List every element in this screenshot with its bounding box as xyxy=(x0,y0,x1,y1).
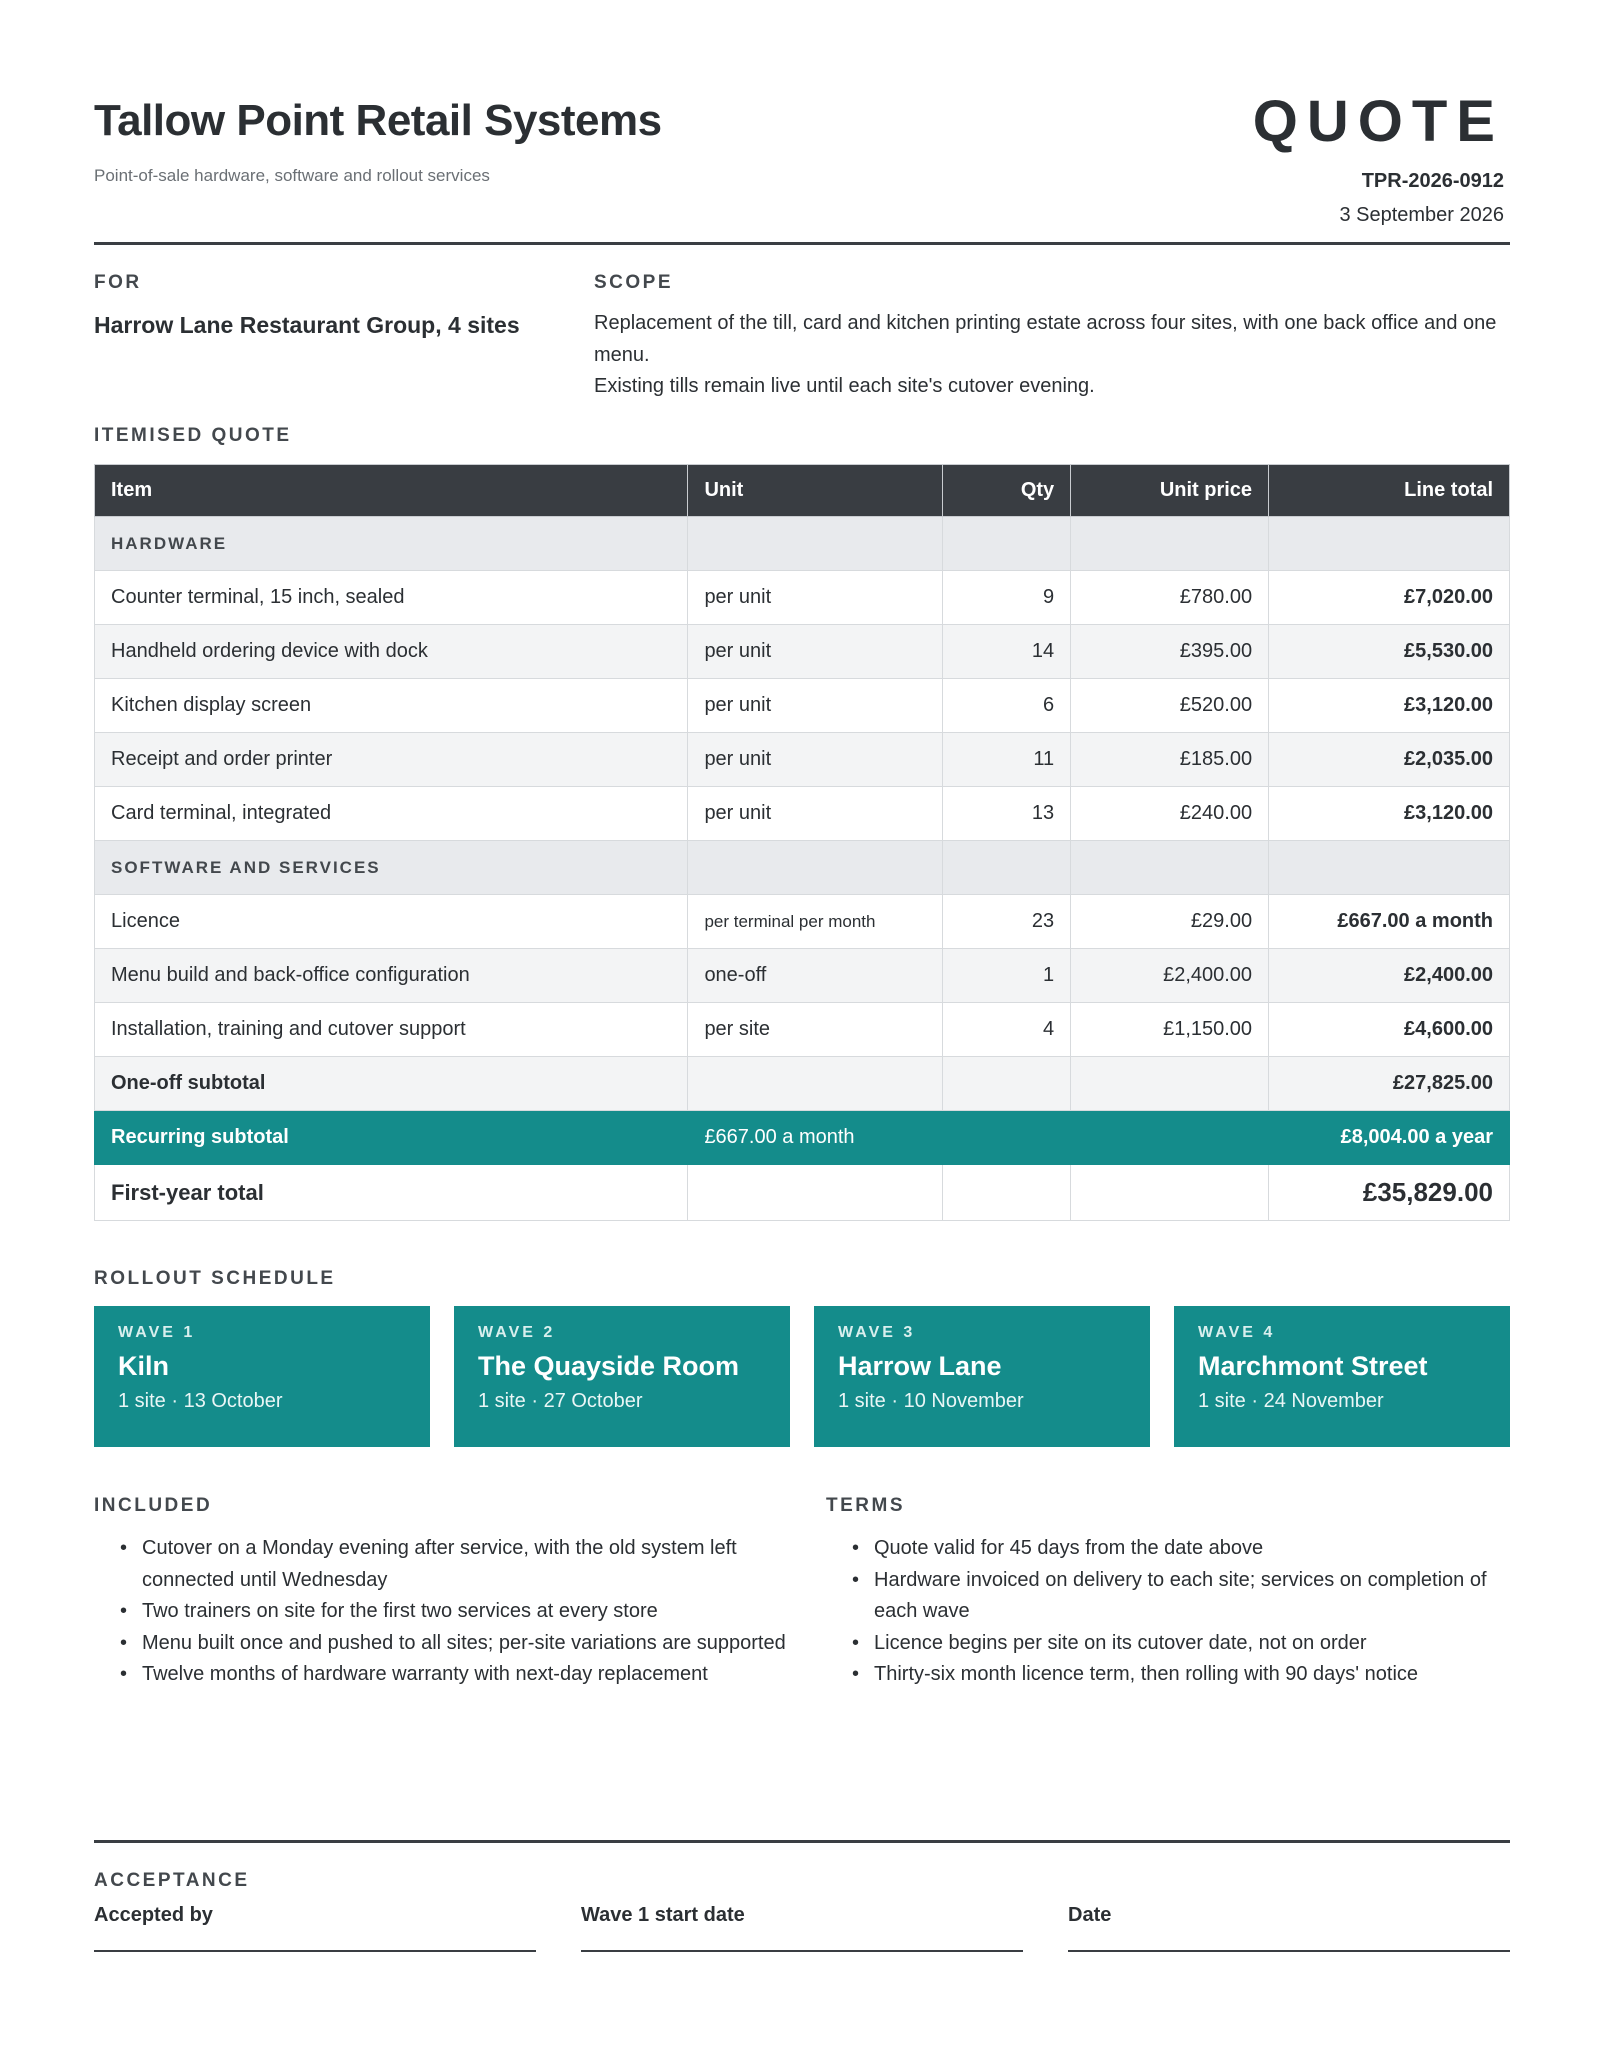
table-row xyxy=(95,733,1510,787)
client-name: Harrow Lane Restaurant Group, 4 sites xyxy=(94,312,520,338)
column-header-qty: Qty xyxy=(943,465,1071,517)
wave-tag: WAVE 2 xyxy=(478,1324,556,1341)
unit-price-cell: £29.00 xyxy=(1071,895,1269,949)
included-list xyxy=(94,1533,814,1691)
company-tagline: Point-of-sale hardware, software and rollout services xyxy=(94,166,490,185)
for-label: FOR xyxy=(94,272,142,293)
date-label: Date xyxy=(1068,1904,1112,1926)
unit-cell: per unit xyxy=(688,679,943,733)
scope-line-2: Existing tills remain live until each site's cutover evening. xyxy=(594,375,1095,397)
group-row-hardware xyxy=(95,517,1510,571)
line-total-cell: £3,120.00 xyxy=(1269,787,1510,841)
unit-price-cell: £240.00 xyxy=(1071,787,1269,841)
line-total-cell: £7,020.00 xyxy=(1269,571,1510,625)
unit-price-cell: £1,150.00 xyxy=(1071,1003,1269,1057)
column-header-unit-price: Unit price xyxy=(1071,465,1269,517)
table-row xyxy=(95,625,1510,679)
line-total-cell: £2,400.00 xyxy=(1269,949,1510,1003)
acceptance-divider xyxy=(94,1840,1510,1843)
wave-card-4 xyxy=(1174,1306,1510,1447)
column-header-item: Item xyxy=(95,465,688,517)
quote-date: 3 September 2026 xyxy=(1339,204,1504,226)
list-item: • Thirty-six month licence term, then rolling with 90 days' notice xyxy=(826,1659,1526,1691)
first-year-total-row xyxy=(95,1165,1510,1221)
scope-text xyxy=(594,308,1514,403)
included-label: INCLUDED xyxy=(94,1495,213,1516)
qty-cell: 4 xyxy=(943,1003,1071,1057)
item-cell: Card terminal, integrated xyxy=(95,787,688,841)
group-label: SOFTWARE AND SERVICES xyxy=(95,841,688,895)
recurring-monthly-value: £667.00 a month xyxy=(688,1111,943,1165)
date-line[interactable] xyxy=(1068,1950,1510,1952)
wave-details: 1 site · 24 November xyxy=(1198,1390,1384,1412)
list-item: • Two trainers on site for the first two services at every store xyxy=(94,1596,814,1628)
table-row xyxy=(95,1003,1510,1057)
qty-cell: 1 xyxy=(943,949,1071,1003)
qty-cell: 14 xyxy=(943,625,1071,679)
qty-cell: 13 xyxy=(943,787,1071,841)
table-row xyxy=(95,679,1510,733)
wave-1-start-date-label: Wave 1 start date xyxy=(581,1904,745,1926)
list-item: • Cutover on a Monday evening after service, with the old system left connected until Wednesday xyxy=(94,1533,814,1596)
wave-site-name: Kiln xyxy=(118,1351,169,1381)
table-header-row xyxy=(95,465,1510,517)
table-row xyxy=(95,787,1510,841)
item-cell: Menu build and back-office configuration xyxy=(95,949,688,1003)
acceptance-label: ACCEPTANCE xyxy=(94,1870,250,1891)
wave-details: 1 site · 13 October xyxy=(118,1390,283,1412)
unit-price-cell: £2,400.00 xyxy=(1071,949,1269,1003)
first-year-total-label: First-year total xyxy=(95,1165,688,1221)
unit-cell: per unit xyxy=(688,787,943,841)
column-header-unit: Unit xyxy=(688,465,943,517)
table-row xyxy=(95,895,1510,949)
terms-list xyxy=(826,1533,1526,1691)
rollout-waves xyxy=(94,1306,1510,1447)
wave-tag: WAVE 1 xyxy=(118,1324,196,1341)
scope-line-1: Replacement of the till, card and kitchen printing estate across four sites, with one back office and one menu. xyxy=(594,312,1497,366)
unit-cell: per site xyxy=(688,1003,943,1057)
unit-cell: per unit xyxy=(688,733,943,787)
table-row xyxy=(95,571,1510,625)
qty-cell: 23 xyxy=(943,895,1071,949)
unit-price-cell: £780.00 xyxy=(1071,571,1269,625)
line-total-cell: £3,120.00 xyxy=(1269,679,1510,733)
wave-site-name: Marchmont Street xyxy=(1198,1351,1428,1381)
wave-1-start-date-line[interactable] xyxy=(581,1950,1023,1952)
rollout-schedule-label: ROLLOUT SCHEDULE xyxy=(94,1268,336,1289)
unit-price-cell: £395.00 xyxy=(1071,625,1269,679)
table-row xyxy=(95,949,1510,1003)
qty-cell: 11 xyxy=(943,733,1071,787)
header-divider xyxy=(94,242,1510,245)
wave-tag: WAVE 4 xyxy=(1198,1324,1276,1341)
one-off-subtotal-label: One-off subtotal xyxy=(95,1057,688,1111)
list-item: • Twelve months of hardware warranty with next-day replacement xyxy=(94,1659,814,1691)
unit-cell: per terminal per month xyxy=(688,895,943,949)
accepted-by-label: Accepted by xyxy=(94,1904,213,1926)
item-cell: Counter terminal, 15 inch, sealed xyxy=(95,571,688,625)
quote-number: TPR-2026-0912 xyxy=(1361,170,1504,192)
list-item: • Menu built once and pushed to all sites; per-site variations are supported xyxy=(94,1628,814,1660)
unit-cell: one-off xyxy=(688,949,943,1003)
wave-site-name: Harrow Lane xyxy=(838,1351,1002,1381)
line-total-cell: £667.00 a month xyxy=(1269,895,1510,949)
recurring-subtotal-value: £8,004.00 a year xyxy=(1269,1111,1510,1165)
qty-cell: 6 xyxy=(943,679,1071,733)
list-item: • Quote valid for 45 days from the date above xyxy=(826,1533,1526,1565)
wave-details: 1 site · 10 November xyxy=(838,1390,1024,1412)
column-header-line-total: Line total xyxy=(1269,465,1510,517)
item-cell: Installation, training and cutover support xyxy=(95,1003,688,1057)
list-item: • Licence begins per site on its cutover date, not on order xyxy=(826,1628,1526,1660)
wave-card-3 xyxy=(814,1306,1150,1447)
item-cell: Licence xyxy=(95,895,688,949)
item-cell: Handheld ordering device with dock xyxy=(95,625,688,679)
first-year-total-value: £35,829.00 xyxy=(1269,1165,1510,1221)
itemised-quote-label: ITEMISED QUOTE xyxy=(94,425,292,446)
unit-price-cell: £185.00 xyxy=(1071,733,1269,787)
unit-cell: per unit xyxy=(688,625,943,679)
qty-cell: 9 xyxy=(943,571,1071,625)
group-row-software-and-services xyxy=(95,841,1510,895)
one-off-subtotal-value: £27,825.00 xyxy=(1269,1057,1510,1111)
group-label: HARDWARE xyxy=(95,517,688,571)
recurring-subtotal-row xyxy=(95,1111,1510,1165)
wave-site-name: The Quayside Room xyxy=(478,1351,740,1381)
line-total-cell: £5,530.00 xyxy=(1269,625,1510,679)
unit-price-cell: £520.00 xyxy=(1071,679,1269,733)
document-title: QUOTE xyxy=(1252,89,1504,154)
wave-card-1 xyxy=(94,1306,430,1447)
wave-tag: WAVE 3 xyxy=(838,1324,916,1341)
scope-label: SCOPE xyxy=(594,272,674,293)
line-total-cell: £2,035.00 xyxy=(1269,733,1510,787)
unit-cell: per unit xyxy=(688,571,943,625)
company-name: Tallow Point Retail Systems xyxy=(94,96,662,145)
one-off-subtotal-row xyxy=(95,1057,1510,1111)
wave-card-2 xyxy=(454,1306,790,1447)
list-item: • Hardware invoiced on delivery to each site; services on completion of each wave xyxy=(826,1565,1526,1628)
wave-details: 1 site · 27 October xyxy=(478,1390,643,1412)
item-cell: Receipt and order printer xyxy=(95,733,688,787)
item-cell: Kitchen display screen xyxy=(95,679,688,733)
accepted-by-signature-line[interactable] xyxy=(94,1950,536,1952)
terms-label: TERMS xyxy=(826,1495,905,1516)
quote-table xyxy=(94,464,1510,1221)
line-total-cell: £4,600.00 xyxy=(1269,1003,1510,1057)
recurring-subtotal-label: Recurring subtotal xyxy=(95,1111,688,1165)
